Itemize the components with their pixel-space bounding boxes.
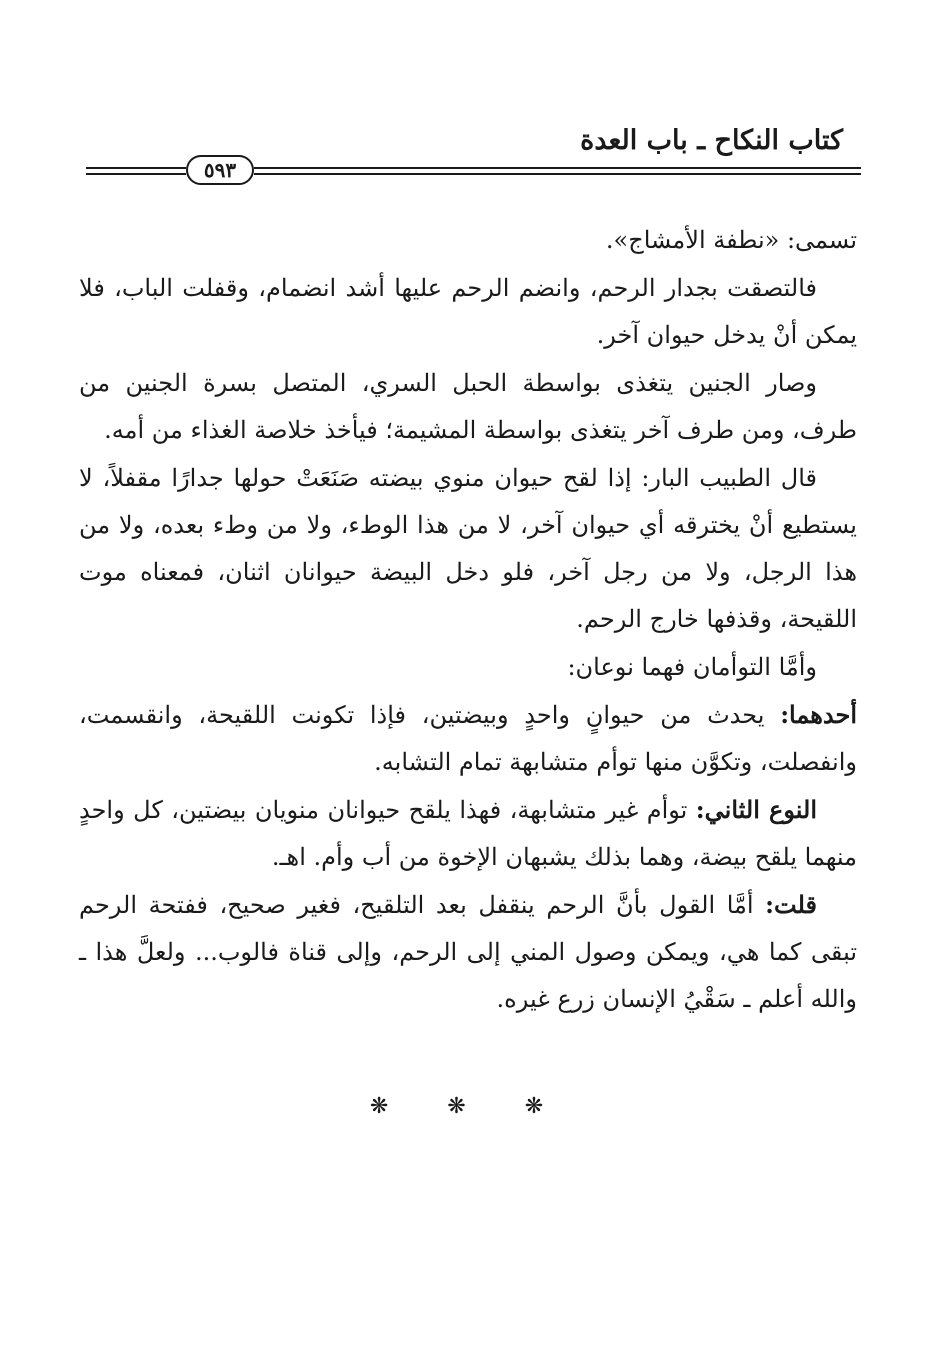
paragraph xyxy=(79,454,857,643)
paragraph xyxy=(79,643,857,691)
paragraph-text: يحدث من حيوانٍ واحدٍ وبيضتين، فإذا تكونت اللقيحة، وانقسمت، وانفصلت، وتكوَّن منها توأم متشابهة تمام التشابه. xyxy=(79,701,857,776)
header-rule xyxy=(86,155,861,189)
paragraph-lead: أحدهما: xyxy=(780,700,857,729)
paragraph-text: وأمَّا التوأمان فهما نوعان: xyxy=(567,653,817,681)
paragraph-lead: قلت: xyxy=(765,890,817,919)
body-text xyxy=(79,216,857,1023)
paragraph xyxy=(79,264,857,359)
paragraph xyxy=(79,216,857,264)
paragraph-text: قال الطبيب البار: إذا لقح حيوان منوي بيضته صَنَعَتْ حولها جدارًا مقفلاً، لا يستطيع أنْ يخترقه أي حيوان آخر، لا من هذا الوطء، ولا من وطء بعده، ولا من هذا الرجل، ولا من رجل آخر، فلو دخل البيضة حيوانان اثنان، فمعناه موت اللقيحة، وقذفها خارج الرحم. xyxy=(79,464,857,633)
paragraph-text: فالتصقت بجدار الرحم، وانضم الرحم عليها أشد انضمام، وقفلت الباب، فلا يمكن أنْ يدخل حيوان آخر. xyxy=(79,274,857,349)
paragraph xyxy=(79,881,857,1023)
header-rule-line xyxy=(86,167,186,169)
paragraph xyxy=(79,786,857,881)
page-number: ٥٩٣ xyxy=(186,155,254,185)
running-title: كتاب النكاح ـ باب العدة xyxy=(580,125,843,156)
paragraph-lead: النوع الثاني: xyxy=(695,795,817,824)
header-rule-line xyxy=(86,173,186,175)
paragraph-text: تسمى: «نطفة الأمشاج». xyxy=(605,226,857,254)
header-rule-line xyxy=(254,173,861,175)
paragraph-text: وصار الجنين يتغذى بواسطة الحبل السري، المتصل بسرة الجنين من طرف، ومن طرف آخر يتغذى بواسطة المشيمة؛ فيأخذ خلاصة الغذاء من أمه. xyxy=(79,369,857,444)
section-ornament: ❋ ❋ ❋ xyxy=(369,1094,570,1119)
header-rule-line xyxy=(254,167,861,169)
paragraph xyxy=(79,691,857,786)
paragraph-text: توأم غير متشابهة، فهذا يلقح حيوانان منويان بيضتين، كل واحدٍ منهما يلقح بيضة، وهما بذلك يشبهان الإخوة من أب وأم. اهـ. xyxy=(79,796,857,871)
paragraph-text: أمَّا القول بأنَّ الرحم ينقفل بعد التلقيح، فغير صحيح، ففتحة الرحم تبقى كما هي، ويمكن وصول المني إلى الرحم، وإلى قناة فالوب... ولعلَّ هذا ـ والله أعلم ـ سَقْيُ الإنسان زرع غيره. xyxy=(79,891,857,1013)
paragraph xyxy=(79,359,857,454)
